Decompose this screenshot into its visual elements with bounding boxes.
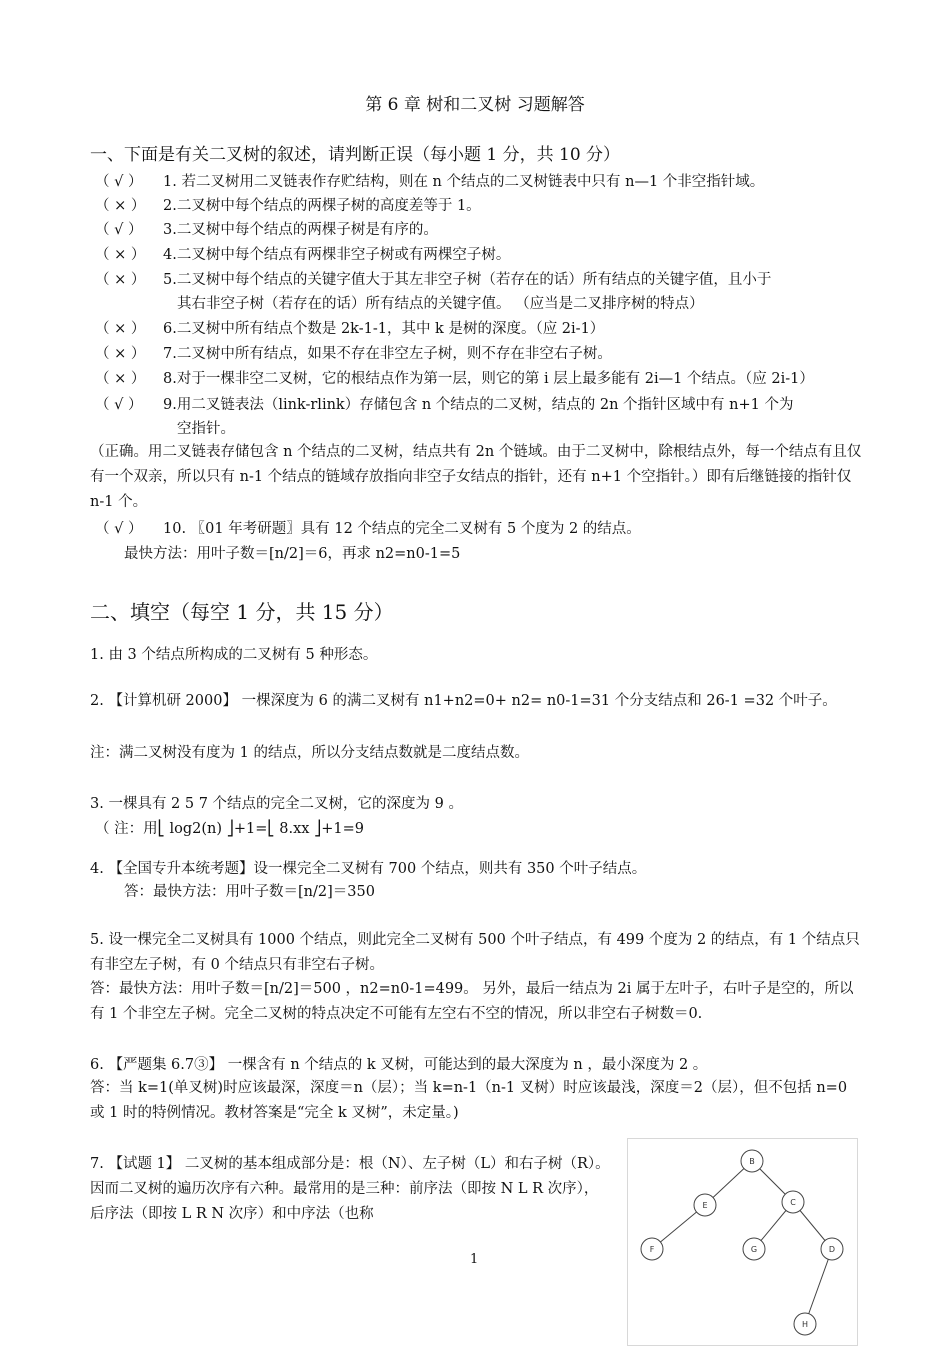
fill-question-3: 3. 一棵具有 2 5 7 个结点的完全二叉树，它的深度为 9 。 [90, 796, 463, 812]
item-text: 3.二叉树中每个结点的两棵子树是有序的。 [163, 222, 438, 238]
fill-question-3-note: （ 注：用⎣ log2(n) ⎦+1=⎣ 8.xx ⎦+1=9 [95, 821, 365, 837]
fill-question-2: 2. 【计算机研 2000】 一棵深度为 6 的满二叉树有 n1+n2=0+ n2= n0-1=31 个分支结点和 26-1 =32 个叶子。 [90, 693, 837, 709]
page-number: 1 [470, 1252, 479, 1267]
item9-explanation: （正确。用二叉链表存储包含 n 个结点的二叉树，结点共有 2n 个链域。由于二叉树中，除根结点外，每一个结点有且仅有一个双亲，所以只有 n-1 个结点的链域存放指向非空子女结点的指针，还有 n+1 个空指针。）即有后继链接的指针仅 n-1 个。 [90, 444, 862, 510]
tree-node-F [641, 1238, 663, 1260]
node-label: E [702, 1201, 708, 1210]
edge-D-H [805, 1249, 832, 1324]
item-text: 9.用二叉链表法（link-rlink）存储包含 n 个结点的二叉树，结点的 2n 个指针区域中有 n+1 个为 [163, 397, 794, 413]
page-title [0, 90, 950, 115]
item-text: 4.二叉树中每个结点有两棵非空子树或有两棵空子树。 [163, 247, 511, 263]
fill-question-6: 6. 【严题集 6.7③】 一棵含有 n 个结点的 k 叉树，可能达到的最大深度为 n ，最小深度为 2 。 [90, 1057, 708, 1073]
judge-item-6 [95, 317, 604, 338]
node-label: H [801, 1320, 809, 1329]
answer-mark: （ × ） [95, 247, 146, 263]
tree-node-D [821, 1238, 843, 1260]
judge-item-8 [95, 367, 814, 388]
item-text: 7.二叉树中所有结点，如果不存在非空左子树，则不存在非空右子树。 [163, 346, 612, 362]
tree-node-G [743, 1238, 765, 1260]
answer-mark: （ × ） [95, 272, 146, 288]
fill-question-2-note: 注：满二叉树没有度为 1 的结点，所以分支结点数就是二度结点数。 [90, 745, 529, 761]
judge-item-10 [95, 517, 641, 538]
judge-item-7 [95, 342, 612, 363]
node-label: G [750, 1245, 758, 1254]
fill-question-4-answer: 答：最快方法：用叶子数＝[n/2]＝350 [124, 884, 375, 900]
judge-item-5 [95, 268, 771, 289]
judge-item-3 [95, 218, 438, 239]
section1-heading: 一、下面是有关二叉树的叙述，请判断正误（每小题 1 分，共 10 分） [90, 145, 621, 165]
node-label: C [790, 1198, 796, 1207]
tree-node-C [782, 1191, 804, 1213]
item-text: 2.二叉树中每个结点的两棵子树的高度差等于 1。 [163, 198, 481, 214]
judge-item-5-continued: 其右非空子树（若存在的话）所有结点的关键字值。 （应当是二叉排序树的特点） [177, 296, 704, 312]
answer-mark: （ × ） [95, 346, 146, 362]
tree-node-B [741, 1150, 763, 1172]
judge-item-9-continued: 空指针。 [177, 421, 235, 437]
item-text: 5.二叉树中每个结点的关键字值大于其左非空子树（若存在的话）所有结点的关键字值，且小于 [163, 272, 772, 288]
item10-tip: 最快方法：用叶子数＝[n/2]＝6，再求 n2=n0-1=5 [124, 546, 461, 562]
tree-node-H [794, 1313, 816, 1335]
judge-item-1 [95, 170, 764, 191]
binary-tree-diagram [628, 1139, 857, 1345]
fill-question-6-answer: 答：当 k=1(单叉树)时应该最深，深度＝n（层）；当 k=n-1（n-1 叉树）时应该最浅，深度＝2（层），但不包括 n=0 或 1 时的特例情况。教材答案是“完全 k 叉树”，未定量。) [90, 1080, 848, 1121]
item-text: 8.对于一棵非空二叉树，它的根结点作为第一层，则它的第 i 层上最多能有 2i—1 个结点。（应 2i-1） [163, 371, 814, 387]
binary-tree-figure [627, 1138, 858, 1346]
judge-item-9 [95, 393, 793, 414]
answer-mark: （ × ） [95, 198, 146, 214]
answer-mark: （ × ） [95, 321, 146, 337]
judge-item-2 [95, 194, 481, 215]
answer-mark: （ √ ） [95, 397, 143, 413]
fill-question-1: 1. 由 3 个结点所构成的二叉树有 5 种形态。 [90, 647, 378, 663]
item-text: 6.二叉树中所有结点个数是 2k-1-1，其中 k 是树的深度。（应 2i-1） [163, 321, 605, 337]
tree-node-E [694, 1194, 716, 1216]
item-text: 1. 若二叉树用二叉链表作存贮结构，则在 n 个结点的二叉树链表中只有 n—1 个非空指针域。 [163, 174, 765, 190]
node-label: D [828, 1245, 836, 1254]
item-text: 10. 〖01 年考研题〗具有 12 个结点的完全二叉树有 5 个度为 2 的结点。 [163, 521, 641, 537]
chapter-title: 第 6 章 树和二叉树 习题解答 [365, 95, 585, 115]
fill-question-4: 4. 【全国专升本统考题】设一棵完全二叉树有 700 个结点，则共有 350 个叶子结点。 [90, 861, 647, 877]
answer-mark: （ × ） [95, 371, 146, 387]
answer-mark: （ √ ） [95, 222, 143, 238]
node-label: F [649, 1245, 655, 1254]
answer-mark: （ √ ） [95, 521, 143, 537]
answer-mark: （ √ ） [95, 174, 143, 190]
section2-heading: 二、填空（每空 1 分，共 15 分） [90, 600, 394, 624]
fill-question-7: 7. 【试题 1】 二叉树的基本组成部分是：根（N）、左子树（L）和右子树（R）。因而二叉树的遍历次序有六种。最常用的是三种：前序法（即按 N L R 次序），后序法（即按 L R N 次序）和中序法（也称 [90, 1156, 610, 1222]
fill-question-5-answer: 答：最快方法：用叶子数＝[n/2]＝500 ，n2=n0-1=499。 另外，最后一结点为 2i 属于左叶子，右叶子是空的，所以有 1 个非空左子树。完全二叉树的特点决定不可能有左空右不空的情况，所以非空右子树数＝0. [90, 981, 854, 1022]
judge-item-4 [95, 243, 510, 264]
node-label: B [749, 1157, 755, 1166]
fill-question-5: 5. 设一棵完全二叉树具有 1000 个结点，则此完全二叉树有 500 个叶子结点，有 499 个度为 2 的结点，有 1 个结点只有非空左子树，有 0 个结点只有非空右子树。 [90, 932, 860, 973]
